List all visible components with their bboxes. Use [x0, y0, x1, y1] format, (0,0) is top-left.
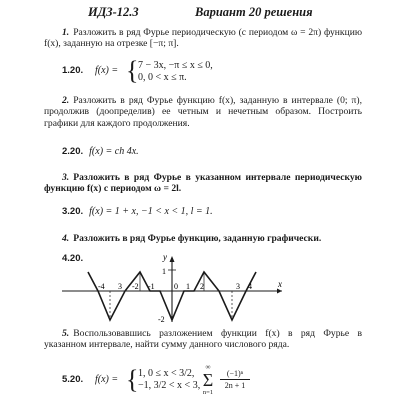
equation-1-20-row1: 7 − 3x, −π ≤ x ≤ 0,	[138, 60, 213, 71]
fraction-bar	[220, 379, 250, 380]
graph-4-20-label: 4.20.	[62, 253, 84, 264]
task-3-text	[44, 172, 362, 195]
task-4-text	[44, 233, 362, 244]
page-header	[0, 5, 400, 19]
equation-2-20	[62, 146, 139, 157]
graph-y-label: y	[163, 252, 167, 262]
equation-2-20-label: 2.20.	[62, 146, 84, 157]
task-1-number: 1.	[62, 27, 70, 38]
graph-x-label: x	[278, 279, 282, 289]
equation-5-20	[62, 374, 89, 385]
task-2-text	[44, 95, 362, 129]
task-5-body: Воспользовавшись разложением функции f(x) в ряд Фурье в указанном интервале, найти сумму данного числового ряда.	[44, 328, 362, 351]
equation-5-20-lhs: f(x) =	[95, 374, 119, 385]
sum-lower-limit: n=1	[202, 389, 214, 396]
graph-x-axis-arrow	[277, 289, 282, 294]
task-1-text	[44, 27, 362, 50]
task-2-body: Разложить в ряд Фурье функцию f(x), заданную в интервале (0; π), продолжив (доопределив) ее четным и нечетным образом. Построить графики для каждого продолжения.	[44, 95, 362, 129]
equation-3-20-formula: f(x) = 1 + x, −1 < x < 1, l = 1.	[89, 206, 213, 217]
equation-1-20-lhs: f(x) =	[95, 65, 119, 76]
sum-upper-limit: ∞	[205, 363, 211, 371]
equation-1-20-brace: {	[126, 56, 139, 85]
equation-1-20-label: 1.20.	[62, 65, 84, 76]
equation-5-20-brace: {	[126, 365, 139, 394]
task-5-number: 5.	[62, 328, 70, 339]
graph-tick-label: 0	[174, 282, 178, 291]
equation-5-20-row2: −1, 3/2 < x < 3,	[138, 380, 201, 391]
task-3-number: 3.	[62, 172, 70, 183]
graph-tick-label: -1	[148, 282, 155, 291]
task-5-text	[44, 328, 362, 351]
graph-4-20	[0, 250, 400, 330]
graph-top-value: 1	[162, 267, 166, 276]
series-term	[220, 369, 250, 390]
equation-1-20-system	[95, 56, 275, 86]
equation-1-20-row2: 0, 0 < x ≤ π.	[138, 72, 187, 83]
graph-tick-label: 3	[118, 282, 122, 291]
task-2-number: 2.	[62, 95, 70, 106]
series-sum	[198, 364, 218, 396]
graph-y-axis-arrow	[170, 256, 175, 262]
equation-5-20-label: 5.20.	[62, 374, 84, 385]
sigma-symbol: Σ	[202, 370, 214, 390]
equation-3-20-label: 3.20.	[62, 206, 84, 217]
graph-tick-label: 4	[248, 282, 252, 291]
series-denominator: 2n + 1	[224, 381, 246, 390]
series-numerator: (−1)ⁿ	[226, 369, 244, 378]
equation-3-20	[62, 206, 213, 217]
graph-bottom-value: -2	[158, 315, 165, 324]
task-4-body: Разложить в ряд Фурье функцию, заданную графически.	[73, 233, 322, 244]
graph-tick-label: 2	[200, 282, 204, 291]
graph-tick-label: 1	[186, 282, 190, 291]
graph-tick-label: 3	[236, 282, 240, 291]
equation-2-20-formula: f(x) = ch 4x.	[89, 146, 139, 157]
equation-1-20	[62, 65, 89, 76]
task-3-body: Разложить в ряд Фурье в указанном интервале периодическую функцию f(x) с периодом ω = 2l.	[44, 172, 362, 195]
task-4-number: 4.	[62, 233, 70, 244]
task-1-body: Разложить в ряд Фурье периодическую (с периодом ω = 2π) функцию f(x), заданную на отрезке [−π; π].	[44, 27, 362, 50]
header-title: ИДЗ-12.3	[88, 5, 139, 19]
equation-5-20-row1: 1, 0 ≤ x < 3/2,	[138, 368, 195, 379]
graph-tick-label: -4	[98, 282, 105, 291]
header-variant: Вариант 20 решения	[195, 5, 313, 19]
graph-tick-label: -2	[132, 282, 139, 291]
